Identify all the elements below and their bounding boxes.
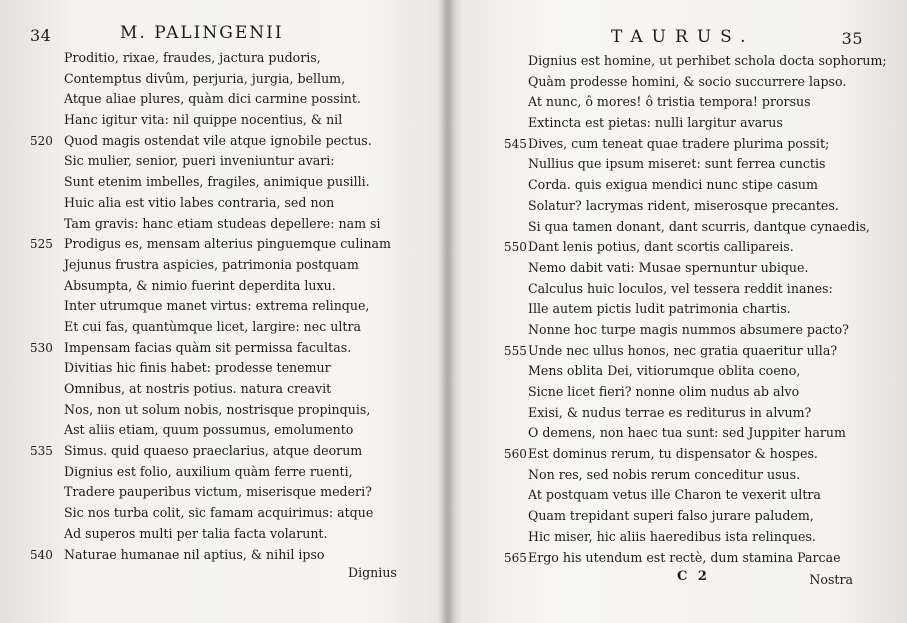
verse-lines-left — [30, 48, 392, 565]
verse-line — [528, 154, 887, 175]
verse-text: At postquam vetus ille Charon te vexerit ultra — [528, 487, 821, 503]
verse-line — [30, 545, 391, 566]
verse-text: Atque aliae plures, quàm dici carmine possint. — [64, 91, 361, 107]
verse-text: Inter utrumque manet virtus: extrema relinque, — [64, 298, 370, 314]
verse-line — [64, 462, 391, 483]
verse-line — [64, 379, 391, 400]
verse-line — [64, 420, 391, 441]
verse-line — [528, 423, 887, 444]
verse-line — [64, 524, 391, 545]
verse-text: Sic nos turba colit, sic famam acquirimus: atque — [64, 505, 374, 521]
verse-line — [64, 151, 391, 172]
verse-line — [64, 296, 391, 317]
verse-line — [528, 320, 887, 341]
verse-line — [528, 299, 887, 320]
verse-line — [30, 441, 391, 462]
page-number-right: 35 — [841, 29, 863, 48]
line-number: 555 — [504, 343, 527, 358]
line-number: 520 — [30, 133, 53, 148]
verse-text: Quod magis ostendat vile atque ignobile pectus. — [64, 132, 372, 148]
verse-text: Divitias hic finis habet: prodesse tenemur — [64, 360, 331, 376]
page-number-left: 34 — [30, 26, 52, 45]
verse-line — [504, 548, 887, 569]
verse-line — [528, 465, 887, 486]
verse-line — [528, 382, 887, 403]
verse-line — [528, 527, 887, 548]
verse-text: Simus. quid quaeso praeclarius, atque deorum — [64, 443, 363, 459]
signature-mark: C 2 — [677, 569, 710, 584]
verse-text: Proditio, rixae, fraudes, jactura pudoris, — [64, 50, 321, 65]
verse-text: At nunc, ô mores! ô tristia tempora! prorsus — [528, 94, 811, 110]
verse-text: Ast aliis etiam, quum possumus, emolumento — [64, 422, 354, 438]
running-head-right: TAURUS. — [611, 27, 755, 47]
verse-line — [528, 113, 887, 134]
verse-line — [64, 317, 391, 338]
verse-line — [528, 217, 887, 238]
line-number: 565 — [504, 550, 527, 565]
verse-line — [504, 444, 887, 465]
running-head-left: M. PALINGENII — [120, 23, 284, 43]
line-number: 560 — [504, 447, 527, 462]
verse-text: Absumpta, & nimio fuerint deperdita luxu. — [64, 277, 336, 293]
verse-text: Est dominus rerum, tu dispensator & hospes. — [528, 446, 818, 462]
verse-text: Impensam facias quàm sit permissa facultas. — [64, 339, 352, 355]
verse-text: Hanc igitur vita: nil quippe nocentius, & nil — [64, 112, 343, 128]
line-number: 535 — [30, 444, 53, 459]
verse-line — [64, 48, 391, 69]
verse-text: Et cui fas, quantùmque licet, largire: nec ultra — [64, 318, 361, 334]
verse-text: Naturae humanae nil aptius, & nihil ipso — [64, 546, 325, 562]
verse-line — [528, 403, 887, 424]
verse-line — [528, 72, 887, 93]
verse-text: Nemo dabit vati: Musae spernuntur ubique. — [528, 259, 809, 275]
verse-line — [64, 89, 391, 110]
verse-text: Exisi, & nudus terrae es rediturus in alvum? — [528, 404, 812, 420]
verse-line — [528, 196, 887, 217]
line-number: 525 — [30, 237, 53, 252]
catchword-right: Nostra — [809, 572, 853, 587]
verse-line — [64, 482, 391, 503]
verse-text: Sicne licet fieri? nonne olim nudus ab alvo — [528, 384, 800, 399]
verse-text: Dives, cum teneat quae tradere plurima possit; — [528, 135, 830, 151]
book-gutter — [438, 0, 454, 623]
verse-line — [528, 485, 887, 506]
verse-text: Quam trepidant superi falso jurare paludem, — [528, 508, 814, 524]
left-page — [0, 0, 440, 623]
verse-line — [64, 172, 391, 193]
verse-text: Unde nec ullus honos, nec gratia quaeritur ulla? — [528, 342, 838, 358]
verse-text: Huic alia est vitio labes contraria, sed non — [64, 194, 335, 210]
verse-text: Si qua tamen donant, dant scurris, dantque cynaedis, — [528, 218, 870, 234]
verse-text: Ille autem pictis ludit patrimonia chartis. — [528, 301, 791, 317]
verse-line — [30, 131, 391, 152]
verse-line — [64, 69, 391, 90]
verse-text: Hic miser, hic aliis haeredibus ista relinques. — [528, 528, 816, 544]
verse-text: Ergo his utendum est rectè, dum stamina Parcae — [528, 549, 841, 565]
verse-line — [528, 92, 887, 113]
verse-line — [64, 276, 391, 297]
verse-line — [528, 361, 887, 382]
verse-text: Dant lenis potius, dant scortis callipareis. — [528, 239, 794, 255]
verse-text: Mens oblita Dei, vitiorumque oblita coeno, — [528, 363, 801, 379]
verse-line — [64, 193, 391, 214]
catchword-left: Dignius — [348, 565, 397, 580]
verse-line — [64, 358, 391, 379]
verse-text: Extincta est pietas: nulli largitur avarus — [528, 115, 783, 131]
verse-text: Nullius que ipsum miseret: sunt ferrea cunctis — [528, 156, 826, 172]
verse-line — [64, 400, 391, 421]
verse-text: Jejunus frustra aspicies, patrimonia postquam — [64, 256, 359, 272]
verse-line — [504, 134, 887, 155]
verse-text: O demens, non haec tua sunt: sed Juppiter harum — [528, 425, 846, 441]
verse-text: Omnibus, at nostris potius. natura creavit — [64, 381, 332, 396]
verse-text: Sunt etenim imbelles, fragiles, animique pusilli. — [64, 174, 370, 190]
verse-text: Solatur? lacrymas rident, miserosque precantes. — [528, 197, 839, 213]
verse-line — [64, 110, 391, 131]
verse-line — [30, 338, 391, 359]
verse-text: Contemptus divûm, perjuria, jurgia, bellum, — [64, 70, 346, 86]
line-number: 550 — [504, 240, 527, 255]
verse-text: Corda. quis exigua mendici nunc stipe casum — [528, 177, 818, 193]
verse-text: Nonne hoc turpe magis nummos absumere pacto? — [528, 321, 849, 337]
verse-text: Dignius est homine, ut perhibet schola docta sophorum; — [528, 53, 887, 68]
verse-text: Tam gravis: hanc etiam studeas depellere: nam si — [64, 215, 381, 231]
verse-line — [504, 237, 887, 258]
verse-text: Prodigus es, mensam alterius pinguemque culinam — [64, 236, 392, 252]
line-number: 530 — [30, 340, 53, 355]
verse-line — [30, 234, 392, 255]
verse-text: Nos, non ut solum nobis, nostrisque propinquis, — [64, 401, 371, 417]
line-number: 540 — [30, 547, 53, 562]
verse-line — [504, 341, 887, 362]
verse-line — [64, 255, 391, 276]
verse-text: Non res, sed nobis rerum conceditur usus. — [528, 466, 801, 482]
verse-line — [528, 506, 887, 527]
line-number: 545 — [504, 136, 527, 151]
verse-line — [528, 258, 887, 279]
right-page — [453, 0, 907, 623]
verse-text: Tradere pauperibus victum, miserisque mederi? — [64, 484, 372, 500]
verse-line — [64, 503, 391, 524]
verse-text: Quàm prodesse homini, & socio succurrere lapso. — [528, 73, 847, 89]
verse-text: Sic mulier, senior, pueri inveniuntur avari: — [64, 153, 335, 169]
verse-line — [528, 279, 887, 300]
verse-text: Ad superos multi per talia facta volarunt. — [64, 525, 328, 541]
verse-line — [64, 214, 391, 235]
verse-lines-right — [504, 51, 887, 568]
verse-line — [528, 175, 887, 196]
verse-line — [528, 51, 887, 72]
verse-text: Calculus huic loculos, vel tessera reddit inanes: — [528, 280, 833, 296]
verse-text: Dignius est folio, auxilium quàm ferre ruenti, — [64, 463, 353, 479]
